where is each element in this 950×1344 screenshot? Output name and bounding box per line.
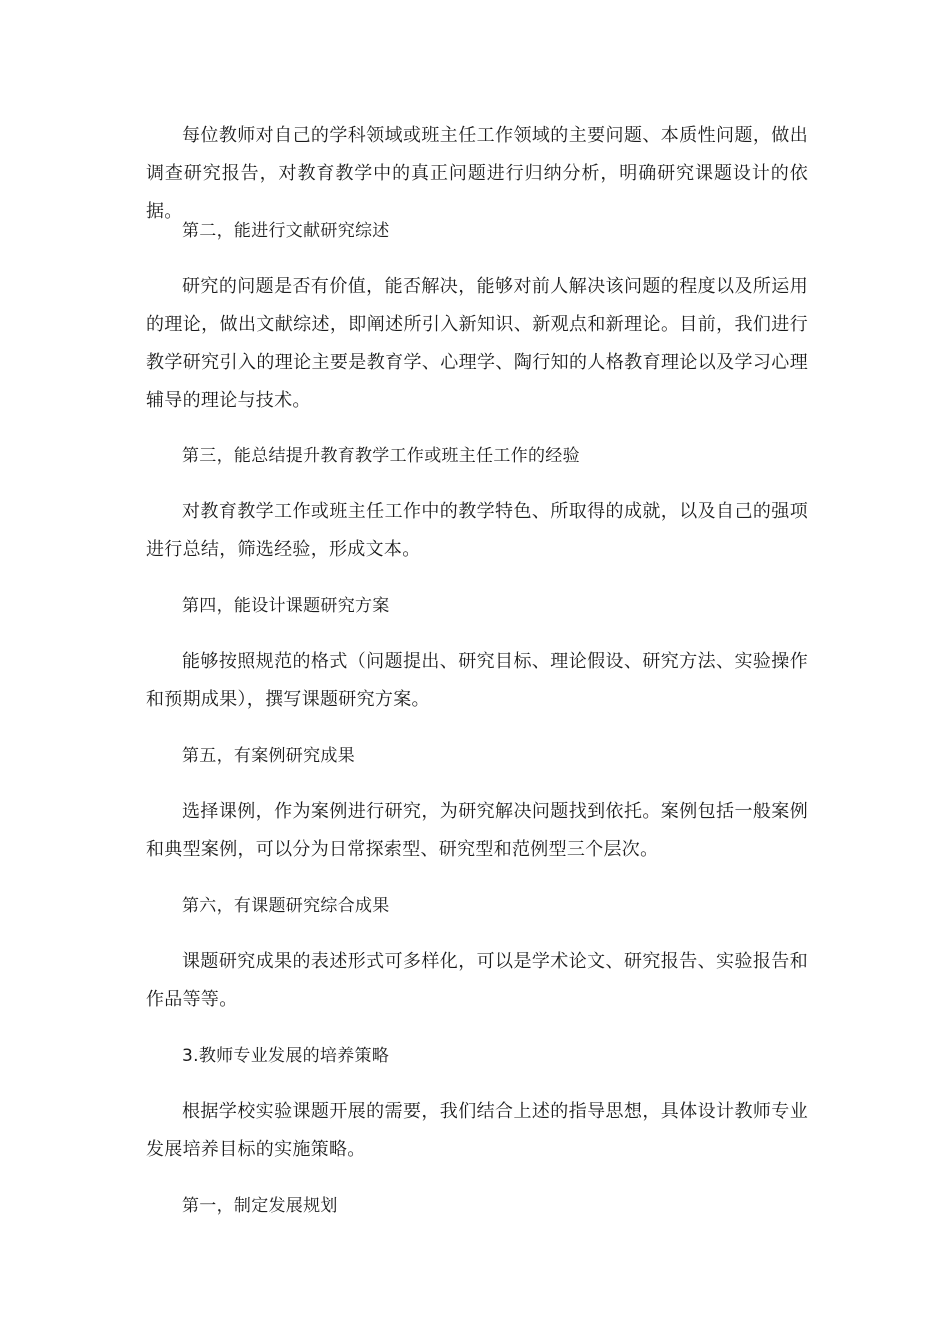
paragraph-survey-report: 每位教师对自己的学科领域或班主任工作领域的主要问题、本质性问题，做出调查研究报告，对教育教学中的真正问题进行归纳分析，明确研究课题设计的依据。 bbox=[146, 125, 808, 222]
paragraph-experience-summary: 对教育教学工作或班主任工作中的教学特色、所取得的成就，以及自己的强项进行总结，筛选经验，形成文本。 bbox=[146, 501, 808, 560]
heading-literature-review: 第二，能进行文献研究综述 bbox=[182, 221, 390, 241]
paragraph-training-strategy: 根据学校实验课题开展的需要，我们结合上述的指导思想，具体设计教师专业发展培养目标的实施策略。 bbox=[146, 1101, 808, 1160]
heading-research-plan: 第四，能设计课题研究方案 bbox=[182, 596, 390, 616]
heading-case-study: 第五，有案例研究成果 bbox=[182, 746, 355, 766]
paragraph-literature-review: 研究的问题是否有价值，能否解决，能够对前人解决该问题的程度以及所运用的理论，做出文献综述，即阐述所引入新知识、新观点和新理论。目前，我们进行教学研究引入的理论主要是教育学、心理学、陶行知的人格教育理论以及学习心理辅导的理论与技术。 bbox=[146, 276, 808, 411]
heading-training-strategy: 3.教师专业发展的培养策略 bbox=[182, 1046, 390, 1066]
heading-development-plan: 第一，制定发展规划 bbox=[182, 1196, 338, 1216]
paragraph-research-results: 课题研究成果的表述形式可多样化，可以是学术论文、研究报告、实验报告和作品等等。 bbox=[146, 951, 808, 1010]
paragraph-research-plan: 能够按照规范的格式（问题提出、研究目标、理论假设、研究方法、实验操作和预期成果），撰写课题研究方案。 bbox=[146, 651, 808, 710]
heading-research-results: 第六，有课题研究综合成果 bbox=[182, 896, 390, 916]
paragraph-case-study: 选择课例，作为案例进行研究，为研究解决问题找到依托。案例包括一般案例和典型案例，可以分为日常探索型、研究型和范例型三个层次。 bbox=[146, 801, 808, 860]
heading-experience-summary: 第三，能总结提升教育教学工作或班主任工作的经验 bbox=[182, 446, 580, 466]
